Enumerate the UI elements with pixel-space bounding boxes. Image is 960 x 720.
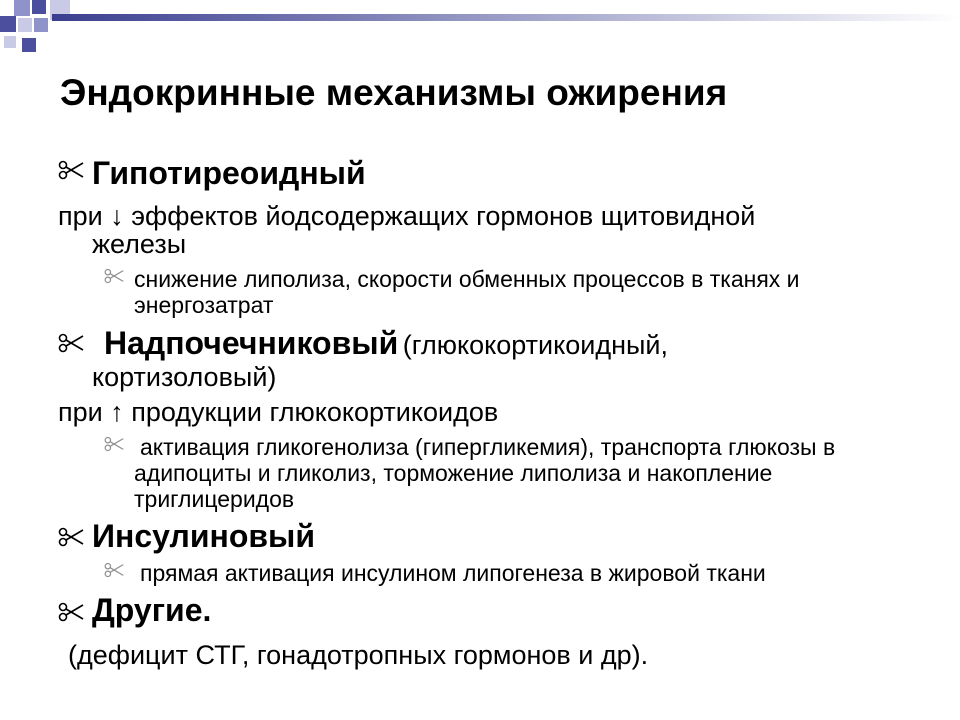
deco-square	[32, 0, 46, 14]
item-detail: (дефицит СТГ, гонадотропных гормонов и др).	[68, 640, 649, 670]
scissors-icon	[104, 436, 124, 452]
scissors-icon	[58, 602, 84, 622]
item-subpoint: активация гликогенолиза (гипергликемия), транспорта глюкозы в	[140, 434, 836, 460]
deco-square	[34, 18, 48, 32]
item-detail: железы	[92, 229, 187, 259]
item-detail: при ↓ эффектов йодсодержащих гормонов щитовидной	[58, 201, 756, 231]
item-subpoint: адипоциты и гликолиз, торможение липолиза и накопление	[134, 460, 773, 486]
deco-square	[14, 0, 30, 16]
item-heading-row	[104, 325, 668, 362]
item-subpoint: триглицеридов	[134, 486, 295, 512]
scissors-icon	[58, 527, 84, 547]
deco-square	[4, 36, 16, 48]
item-subpoint: энергозатрат	[134, 292, 274, 318]
header-rule	[52, 14, 960, 21]
item-heading-suffix: (глюкокортикоидный,	[402, 330, 668, 360]
item-heading: Инсулиновый	[92, 518, 316, 554]
page-title: Эндокринные механизмы ожирения	[60, 72, 728, 113]
scissors-icon	[58, 333, 84, 353]
deco-square	[18, 18, 32, 32]
item-subpoint: прямая активация инсулином липогенеза в жировой ткани	[140, 560, 766, 586]
deco-square	[22, 38, 36, 52]
scissors-icon	[58, 160, 84, 180]
item-subpoint: снижение липолиза, скорости обменных процессов в тканях и	[134, 266, 800, 292]
item-heading: Гипотиреоидный	[92, 155, 366, 191]
item-detail: при ↑ продукции глюкокортикоидов	[58, 397, 499, 427]
scissors-icon	[104, 268, 124, 284]
item-heading-cont: кортизоловый)	[92, 362, 277, 392]
scissors-icon	[104, 562, 124, 578]
header-decoration	[0, 0, 960, 60]
item-heading: Надпочечниковый	[104, 325, 399, 361]
item-heading: Другие.	[92, 592, 212, 628]
deco-square	[0, 16, 16, 32]
